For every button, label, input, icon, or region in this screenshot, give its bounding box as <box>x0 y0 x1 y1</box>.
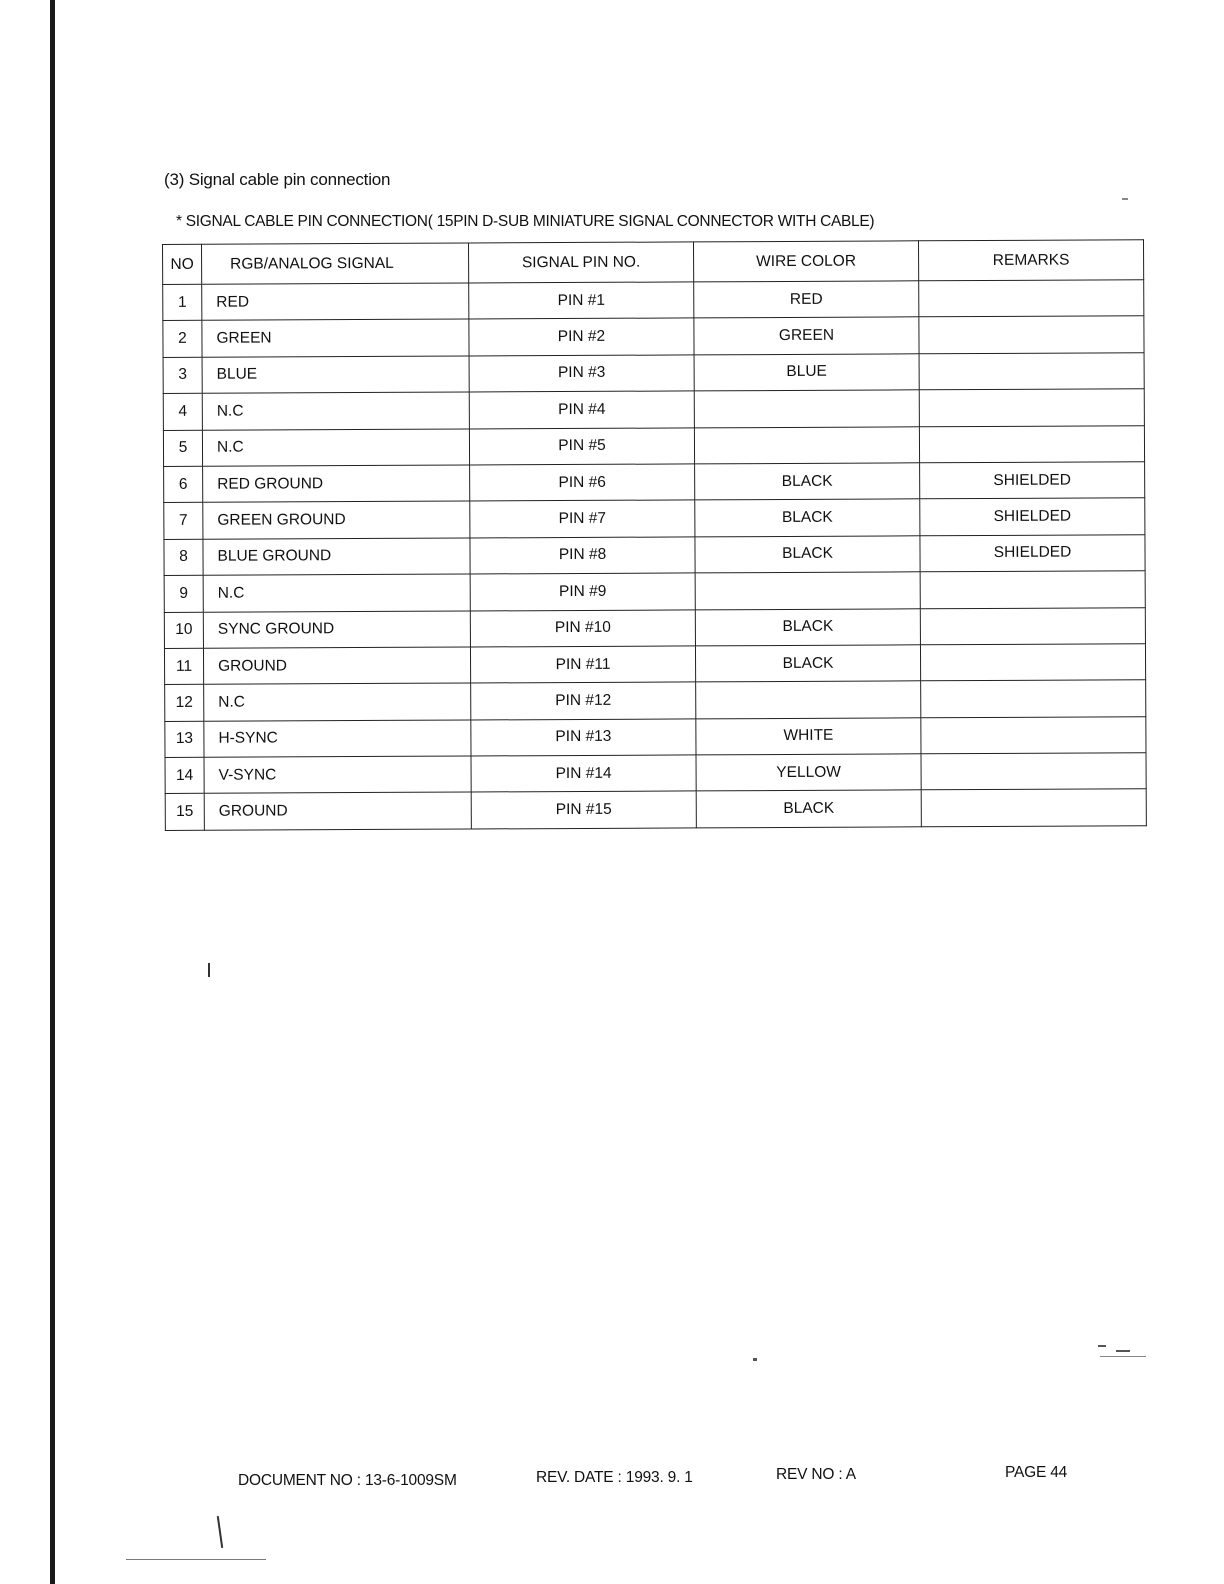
table-row <box>165 716 1146 757</box>
cell-no: 2 <box>163 321 202 358</box>
header-signal: RGB/ANALOG SIGNAL <box>202 243 469 284</box>
table-row <box>164 534 1145 575</box>
cell-pin-no: PIN #2 <box>469 318 694 355</box>
cell-pin-no: PIN #11 <box>470 646 695 683</box>
table-row <box>165 680 1146 721</box>
cell-pin-no: PIN #6 <box>470 464 695 501</box>
scan-speck <box>1116 1350 1130 1352</box>
pin-connection-table <box>162 239 1147 831</box>
cell-no: 1 <box>163 284 202 321</box>
cell-no: 9 <box>164 575 203 612</box>
cell-remarks <box>920 571 1145 608</box>
cell-no: 15 <box>165 794 204 831</box>
cell-remarks <box>921 680 1146 717</box>
table-row <box>163 280 1144 321</box>
cell-pin-no: PIN #5 <box>469 427 694 464</box>
cell-wire-color: BLACK <box>696 790 921 827</box>
cell-wire-color: RED <box>694 281 919 318</box>
cell-no: 11 <box>164 648 203 685</box>
cell-signal: RED <box>202 283 469 321</box>
table-row <box>163 389 1144 430</box>
cell-wire-color: YELLOW <box>696 754 921 791</box>
cell-wire-color <box>694 426 919 463</box>
table-row <box>165 753 1146 794</box>
cell-wire-color <box>696 681 921 718</box>
cell-pin-no: PIN #12 <box>471 682 696 719</box>
cell-remarks <box>921 753 1146 790</box>
cell-no: 8 <box>164 539 203 576</box>
header-no: NO <box>163 244 202 284</box>
cell-signal: RED GROUND <box>203 465 470 503</box>
cell-signal: H-SYNC <box>204 720 471 758</box>
cell-remarks <box>919 352 1144 389</box>
cell-signal: GREEN GROUND <box>203 501 470 539</box>
cell-wire-color <box>695 572 920 609</box>
cell-pin-no: PIN #14 <box>471 755 696 792</box>
section-heading: (3) Signal cable pin connection <box>164 170 391 189</box>
cell-signal: SYNC GROUND <box>203 611 470 649</box>
table-row <box>164 571 1145 612</box>
cell-no: 10 <box>164 612 203 649</box>
cell-pin-no: PIN #4 <box>469 391 694 428</box>
header-pin-no: SIGNAL PIN NO. <box>468 242 693 283</box>
cell-signal: N.C <box>202 429 469 467</box>
cell-signal: GREEN <box>202 319 469 357</box>
cell-pin-no: PIN #15 <box>471 791 696 828</box>
cell-signal: GROUND <box>203 647 470 685</box>
cell-remarks: SHIELDED <box>920 462 1145 499</box>
header-remarks: REMARKS <box>918 240 1143 281</box>
cell-remarks <box>919 316 1144 353</box>
cell-no: 6 <box>164 466 203 503</box>
table-row <box>163 352 1144 393</box>
cell-pin-no: PIN #10 <box>470 609 695 646</box>
cell-pin-no: PIN #9 <box>470 573 695 610</box>
footer-rev-date: REV. DATE : 1993. 9. 1 <box>536 1469 693 1486</box>
table-body <box>163 280 1147 831</box>
cell-no: 7 <box>164 503 203 540</box>
cell-signal: GROUND <box>204 792 471 830</box>
cell-pin-no: PIN #3 <box>469 355 694 392</box>
table-row <box>163 425 1144 466</box>
bottom-rule <box>126 1559 266 1560</box>
cell-signal: N.C <box>203 574 470 612</box>
table-caption: * SIGNAL CABLE PIN CONNECTION( 15PIN D-SUB MINIATURE SIGNAL CONNECTOR WITH CABLE) <box>176 213 875 230</box>
cell-no: 12 <box>165 685 204 722</box>
cell-signal: BLUE <box>202 356 469 394</box>
footer-document-no: DOCUMENT NO : 13-6-1009SM <box>238 1472 457 1489</box>
cell-pin-no: PIN #13 <box>471 719 696 756</box>
cell-wire-color <box>694 390 919 427</box>
scan-speck <box>1122 198 1128 200</box>
cell-wire-color: BLACK <box>695 499 920 536</box>
cell-signal: BLUE GROUND <box>203 538 470 576</box>
cell-no: 14 <box>165 757 204 794</box>
footer-page: PAGE 44 <box>1005 1464 1068 1481</box>
cell-remarks: SHIELDED <box>920 534 1145 571</box>
cell-remarks: SHIELDED <box>920 498 1145 535</box>
cell-remarks <box>919 389 1144 426</box>
cell-no: 13 <box>165 721 204 758</box>
cell-no: 5 <box>163 430 202 467</box>
cell-remarks <box>921 789 1146 826</box>
scan-speck <box>1100 1356 1146 1357</box>
cell-wire-color: BLACK <box>695 645 920 682</box>
table-row <box>165 789 1146 830</box>
cell-wire-color: GREEN <box>694 317 919 354</box>
header-wire-color: WIRE COLOR <box>693 241 918 282</box>
cell-wire-color: BLACK <box>695 536 920 573</box>
table-row <box>164 607 1145 648</box>
cell-pin-no: PIN #8 <box>470 537 695 574</box>
cell-signal: V-SYNC <box>204 756 471 794</box>
cell-wire-color: WHITE <box>696 717 921 754</box>
left-margin-rule <box>50 0 55 1584</box>
table-header-row <box>163 240 1144 285</box>
cell-wire-color: BLUE <box>694 354 919 391</box>
cell-remarks <box>919 280 1144 317</box>
scan-speck <box>753 1358 757 1361</box>
table-row <box>164 462 1145 503</box>
table-row <box>163 316 1144 357</box>
footer-rev-no: REV NO : A <box>776 1466 856 1483</box>
cell-remarks <box>920 607 1145 644</box>
cell-pin-no: PIN #7 <box>470 500 695 537</box>
stray-mark <box>208 963 210 977</box>
cell-no: 3 <box>163 357 202 394</box>
cell-remarks <box>919 425 1144 462</box>
cell-pin-no: PIN #1 <box>469 282 694 319</box>
cell-remarks <box>920 644 1145 681</box>
scan-speck <box>1098 1345 1106 1347</box>
cell-no: 4 <box>163 393 202 430</box>
table-row <box>164 498 1145 539</box>
cell-wire-color: BLACK <box>695 463 920 500</box>
stray-mark <box>217 1516 223 1548</box>
cell-remarks <box>921 716 1146 753</box>
cell-signal: N.C <box>202 392 469 430</box>
table-row <box>164 644 1145 685</box>
cell-wire-color: BLACK <box>695 608 920 645</box>
cell-signal: N.C <box>204 683 471 721</box>
